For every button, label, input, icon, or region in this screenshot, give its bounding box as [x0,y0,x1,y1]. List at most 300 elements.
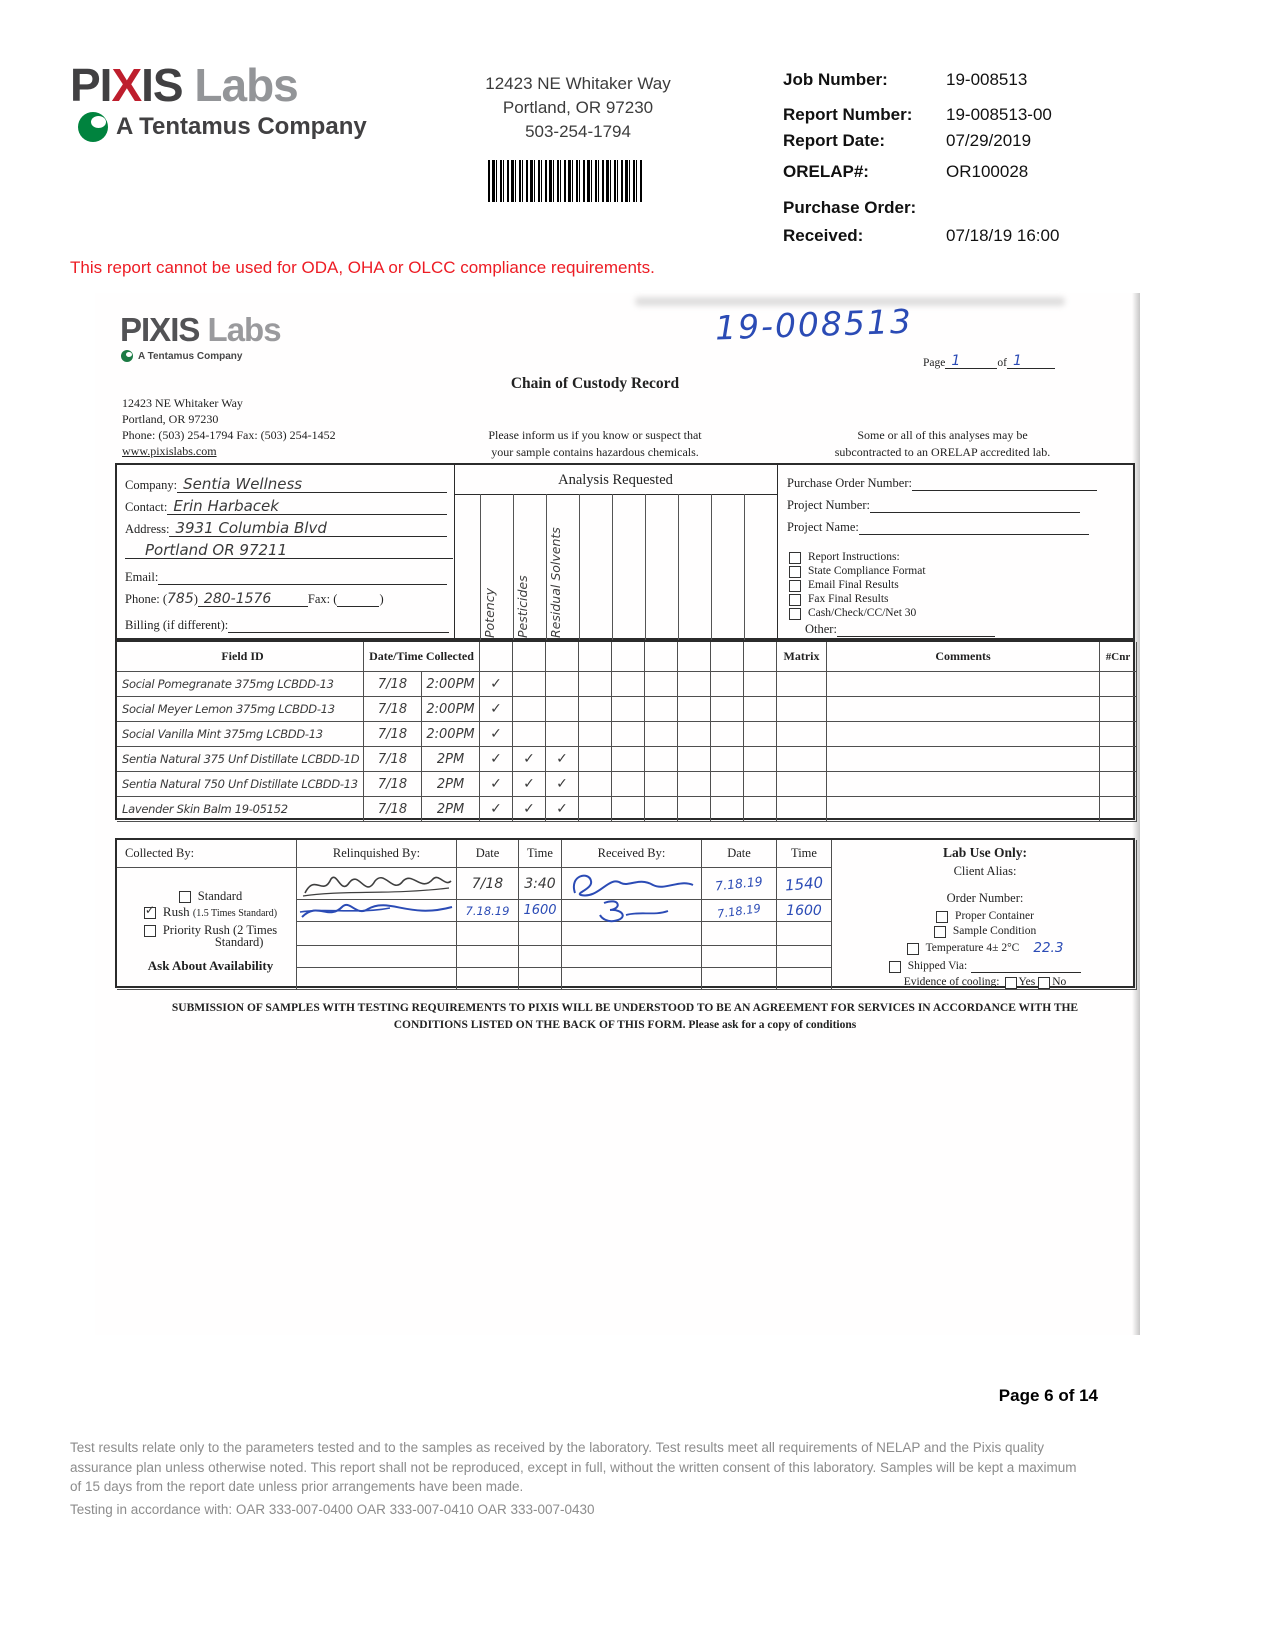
received-by-header: Received By: [562,840,702,868]
form-tentamus-tagline [121,350,242,362]
project-name-label: Project Name: [787,520,859,534]
rel-date-header: Date [457,840,519,868]
relinquished-signature-2 [297,900,457,922]
report-number-label: Report Number: [783,105,913,124]
footer-disclaimer: Test results relate only to the parameters tested and to the samples as received by the laboratory. Test results meet all requirements of NELAP and the Pixis quality assurance plan unless otherwise noted. This report shall not be reproduced, except in full, without the written consent of this laboratory. Samples will be kept a maximum of 15 days from the report date unless prior arrangements have been made. [70,1440,1077,1494]
comments-cell [827,672,1100,697]
form-logo-text: PIXIS [120,311,200,348]
contact-label: Contact: [125,500,168,514]
check-cell [744,697,777,722]
analysis-col-potency: Potency [482,588,497,638]
sample-field-id: Sentia Natural 750 Unf Distillate LCBDD-13 [117,772,364,797]
sample-time: 2:00PM [422,672,480,697]
check-cell [678,697,711,722]
checkbox-icon [789,608,801,620]
email-results-label: Email Final Results [808,579,899,591]
company-handwritten: Sentia Wellness [183,475,303,493]
hazard-line: Please inform us if you know or suspect that [488,428,702,442]
checkbox-icon [789,580,801,592]
check-col-header [711,642,744,672]
received-row [783,226,1059,246]
footer-testing-accordance: Testing in accordance with: OAR 333-007-0400 OAR 333-007-0410 OAR 333-007-0430 [70,1502,595,1517]
sample-table [115,640,1135,820]
rel-time-header: Time [519,840,562,868]
cnr-cell [1100,722,1137,747]
comments-cell [827,697,1100,722]
check-cell [678,672,711,697]
shipped-via-option [889,959,1081,973]
empty-cell [562,946,702,968]
custody-section [115,838,1135,988]
received-label: Received: [783,226,864,245]
check-cell: ✓ [480,722,513,747]
checkbox-icon [144,925,156,937]
empty-cell [519,922,562,946]
check-cell [744,672,777,697]
address2-handwritten: Portland OR 97211 [145,541,288,559]
tentamus-leaf-icon [78,112,108,142]
job-number-value: 19-008513 [946,70,1028,89]
empty-cell [297,922,457,946]
address1-handwritten: 3931 Columbia Blvd [175,519,327,537]
rush-label: Rush (1.5 Times Standard) [162,903,278,919]
form-title: Chain of Custody Record [510,375,680,392]
sample-date: 7/18 [364,747,422,772]
address-line: 503-254-1794 [525,122,631,141]
check-cell: ✓ [513,797,546,822]
report-number-row [783,105,1052,125]
check-cell [513,672,546,697]
empty-cell [562,922,702,946]
submission-line-2: CONDITIONS LISTED ON THE BACK OF THIS FORM. Please ask for a copy of conditions [393,1018,857,1031]
check-col-header [480,642,513,672]
check-cell: ✓ [546,772,579,797]
checkbox-icon [1038,977,1050,989]
empty-cell [777,946,832,968]
empty-cell [702,922,777,946]
client-alias-row [954,861,1017,879]
fax-results-option [789,593,889,605]
checkbox-icon [789,552,801,564]
form-address-line: Phone: (503) 254-1794 Fax: (503) 254-1452 [122,428,336,442]
check-cell: ✓ [480,772,513,797]
matrix-cell [777,722,827,747]
check-cell [645,697,678,722]
check-cell [579,747,612,772]
cnr-cell [1100,772,1137,797]
check-cell: ✓ [480,747,513,772]
client-alias-label: Client Alias: [953,864,1017,878]
subcontract-line: Some or all of this analyses may be [857,428,1028,442]
cnr-cell [1100,672,1137,697]
empty-cell [519,946,562,968]
check-cell [678,797,711,822]
divider [777,465,778,642]
billing-row [125,615,449,633]
lab-use-title: Lab Use Only: [942,845,1027,860]
check-cell [711,722,744,747]
tentamus-tagline [78,112,367,142]
logo-text-labs: Labs [194,59,298,111]
email-results-option [789,579,899,591]
phone-number-handwritten: 280-1576 [203,591,272,607]
check-cell [546,697,579,722]
received-signature-2 [562,900,702,922]
phone-row [125,589,453,607]
rec-time-2: 1600 [777,900,832,922]
form-address-line: 12423 NE Whitaker Way [122,396,243,410]
empty-cell [562,968,702,990]
sample-field-id: Social Vanilla Mint 375mg LCBDD-13 [117,722,364,747]
fax-blank [337,589,379,607]
subcontract-line: subcontracted to an ORELAP accredited lab. [834,445,1051,459]
sample-time: 2:00PM [422,722,480,747]
check-col-header [579,642,612,672]
address-label: Address: [125,522,170,536]
subcontract-notice [790,427,1095,461]
checkbox-icon [789,594,801,606]
po-number-row [787,473,1122,491]
company-row [125,475,447,493]
sample-field-id: Social Pomegranate 375mg LCBDD-13 [117,672,364,697]
form-lab-address [122,395,336,459]
check-col-header [744,642,777,672]
address2-blank [125,541,453,559]
payment-option [789,607,916,619]
check-cell [678,722,711,747]
form-logo-labs: Labs [207,311,281,348]
check-cell [711,672,744,697]
sample-time: 2PM [422,797,480,822]
temperature-option [907,940,1064,956]
check-cell [513,697,546,722]
empty-cell [297,946,457,968]
phone-area-handwritten: 785 [167,591,194,607]
address-blank [169,519,447,537]
rec-time-1: 1540 [777,868,832,900]
check-cell [579,722,612,747]
empty-cell [457,946,519,968]
check-cell [711,747,744,772]
no-label: No [1052,975,1067,988]
check-cell: ✓ [546,747,579,772]
check-cell [612,747,645,772]
column-line [645,494,646,642]
check-cell [612,772,645,797]
job-number-label: Job Number: [783,70,888,89]
check-col-header [546,642,579,672]
page-indicator: Page 6 of 14 [998,1386,1098,1405]
checkbox-icon [789,566,801,578]
relinquished-signature-1 [297,868,457,900]
lab-address-header [448,72,708,144]
logo-text-x: X [111,59,142,111]
collected-by-options [117,868,297,990]
website-link[interactable]: www.pixislabs.com [122,444,217,458]
email-row [125,567,447,585]
priority-rush-label: Priority Rush (2 Times Standard) [162,922,278,949]
company-blank [177,475,447,493]
empty-cell [777,922,832,946]
yes-label: Yes [1018,975,1036,988]
sample-date: 7/18 [364,772,422,797]
standard-option [179,890,242,902]
column-line [612,494,613,642]
orelap-row [783,162,1028,182]
page-num-blank [945,351,997,369]
shipped-via-blank [971,959,1081,973]
lab-use-panel [832,840,1137,990]
check-cell [579,672,612,697]
check-cell [612,672,645,697]
received-value: 07/18/19 16:00 [946,226,1060,245]
check-cell [513,722,546,747]
empty-cell [702,968,777,990]
matrix-cell [777,772,827,797]
rec-time-header: Time [777,840,832,868]
compliance-warning: This report cannot be used for ODA, OHA or OLCC compliance requirements. [70,258,655,277]
comments-cell [827,747,1100,772]
report-date-row [783,131,1031,151]
report-date-label: Report Date: [783,131,886,150]
availability-note: Ask About Availability [147,957,274,973]
contact-handwritten: Erin Harbacek [173,497,279,515]
contact-blank [167,497,447,515]
page-num-handwritten: 1 [951,353,961,369]
project-number-row [787,495,1107,513]
tentamus-text: A Tentamus Company [116,113,367,140]
cnr-cell [1100,797,1137,822]
address2-row [125,541,453,559]
rel-date-2: 7.18.19 [457,900,519,922]
empty-cell [297,968,457,990]
empty-cell [702,946,777,968]
check-cell [546,722,579,747]
report-instructions-label: Report Instructions: [808,551,900,563]
project-name-row [787,517,1117,535]
check-cell [711,772,744,797]
phone-blank [198,589,308,607]
check-cell [645,747,678,772]
sample-condition-option [934,925,1036,937]
check-cell [744,722,777,747]
collected-by-header: Collected By: [117,840,297,868]
column-line [579,494,580,642]
comments-cell [827,722,1100,747]
rec-date-2: 7.18.19 [702,900,777,922]
check-cell [645,797,678,822]
submission-line-1: SUBMISSION OF SAMPLES WITH TESTING REQUIREMENTS TO PIXIS WILL BE UNDERSTOOD TO BE AN AGREEMENT FOR SERVICES IN ACCORDANCE WITH THE [171,1002,1079,1014]
sample-time: 2PM [422,772,480,797]
priority-rush-option [144,924,277,948]
submission-statement [115,1000,1135,1033]
datetime-header: Date/Time Collected [364,642,480,672]
fax-paren: ) [379,592,384,606]
empty-cell [457,922,519,946]
logo-text: PI [70,59,112,111]
proper-container-label: Proper Container [955,909,1034,922]
hazard-notice [430,427,760,461]
cnr-cell [1100,747,1137,772]
field-id-header: Field ID [117,642,364,672]
check-cell [579,697,612,722]
sample-date: 7/18 [364,697,422,722]
other-row [805,619,995,637]
form-address-line: Portland, OR 97230 [122,412,219,426]
page-label: Page [923,357,946,369]
checkbox-icon [179,891,191,903]
check-cell: ✓ [480,697,513,722]
check-cell [711,697,744,722]
client-analysis-box [115,463,1135,640]
sample-date: 7/18 [364,672,422,697]
order-number-row [947,888,1024,906]
cnr-cell [1100,697,1137,722]
checkbox-icon [1005,977,1017,989]
proper-container-option [936,910,1034,922]
empty-cell [777,968,832,990]
checkbox-icon [889,961,901,973]
orelap-value: OR100028 [946,162,1029,181]
column-line [711,494,712,642]
checkbox-icon [936,911,948,923]
cnr-header: #Cnr [1100,642,1137,672]
check-cell [711,797,744,822]
rec-date-header: Date [702,840,777,868]
phone-label: Phone: ( [125,592,168,606]
sample-time: 2:00PM [422,697,480,722]
report-instructions-option [789,551,900,563]
email-label: Email: [125,570,159,584]
project-number-blank [870,495,1080,513]
barcode [488,160,643,202]
sample-date: 7/18 [364,722,422,747]
column-line [744,494,745,642]
check-cell [612,722,645,747]
analysis-col-pesticides: Pesticides [515,575,530,638]
fax-results-label: Fax Final Results [808,593,889,605]
check-cell [744,772,777,797]
matrix-cell [777,697,827,722]
page-of-label: of [997,357,1007,369]
check-col-header [678,642,711,672]
check-cell [744,747,777,772]
orelap-label: ORELAP#: [783,162,869,181]
chain-of-custody-scan [95,293,1140,1335]
check-cell [612,697,645,722]
rush-option [144,903,278,920]
project-name-blank [859,517,1089,535]
sample-condition-label: Sample Condition [952,924,1037,937]
check-col-header [645,642,678,672]
rel-time-2: 1600 [519,900,562,922]
sample-field-id: Lavender Skin Balm 19-05152 [117,797,364,822]
check-cell: ✓ [513,747,546,772]
column-line [678,494,679,642]
matrix-cell [777,797,827,822]
check-cell [546,672,579,697]
check-col-header [513,642,546,672]
check-cell [678,772,711,797]
payment-label: Cash/Check/CC/Net 30 [808,607,917,619]
column-line [546,494,547,642]
rel-time-1: 3:40 [519,868,562,900]
check-cell [645,772,678,797]
check-cell [645,722,678,747]
temperature-handwritten: 22.3 [1033,939,1064,956]
address-line: 12423 NE Whitaker Way [485,74,671,93]
company-label: Company: [125,478,178,492]
check-cell: ✓ [480,797,513,822]
page-of-row [923,351,1118,369]
billing-label: Billing (if different): [125,618,229,632]
check-cell [678,747,711,772]
other-label: Other: [805,622,837,636]
comments-header: Comments [827,642,1100,672]
check-col-header [612,642,645,672]
report-number-value: 19-008513-00 [946,105,1052,124]
logo-text-is: IS [141,59,183,111]
checkbox-icon [907,943,919,955]
standard-label: Standard [197,888,243,903]
rec-date-1: 7.18.19 [702,868,777,900]
sample-field-id: Social Meyer Lemon 375mg LCBDD-13 [117,697,364,722]
sample-date: 7/18 [364,797,422,822]
billing-blank [228,615,449,633]
email-blank [158,567,447,585]
address-row [125,519,447,537]
received-signature-1 [562,868,702,900]
tentamus-leaf-icon [121,350,133,362]
report-date-value: 07/29/2019 [946,131,1032,150]
comments-cell [827,772,1100,797]
temperature-label: Temperature 4± 2°C [925,941,1020,954]
address-line: Portland, OR 97230 [502,98,654,117]
sample-time: 2PM [422,747,480,772]
column-line [513,494,514,642]
pixis-labs-logo [70,58,298,112]
po-number-label: Purchase Order Number: [787,476,912,490]
matrix-header: Matrix [777,642,827,672]
analysis-requested-header: Analysis Requested [454,465,777,495]
project-number-label: Project Number: [787,498,870,512]
column-line [480,494,481,642]
rel-date-1: 7/18 [457,868,519,900]
checkbox-icon [934,926,946,938]
page-total-blank [1007,351,1055,369]
state-compliance-option [789,565,926,577]
contact-row [125,497,447,515]
check-cell [744,797,777,822]
check-cell [645,672,678,697]
evidence-cooling-row [904,976,1067,988]
check-cell [579,797,612,822]
hazard-line: your sample contains hazardous chemicals. [491,445,699,459]
state-compliance-label: State Compliance Format [808,565,926,577]
check-cell [579,772,612,797]
other-blank [837,619,995,637]
sample-field-id: Sentia Natural 375 Unf Distillate LCBDD-1D [117,747,364,772]
check-cell: ✓ [546,797,579,822]
empty-cell [519,968,562,990]
po-number-blank [912,473,1097,491]
check-cell [612,797,645,822]
relinquished-by-header: Relinquished By: [297,840,457,868]
matrix-cell [777,672,827,697]
form-tentamus-text: A Tentamus Company [138,350,243,362]
evidence-cooling-label: Evidence of cooling: [903,975,1000,988]
matrix-cell [777,747,827,772]
